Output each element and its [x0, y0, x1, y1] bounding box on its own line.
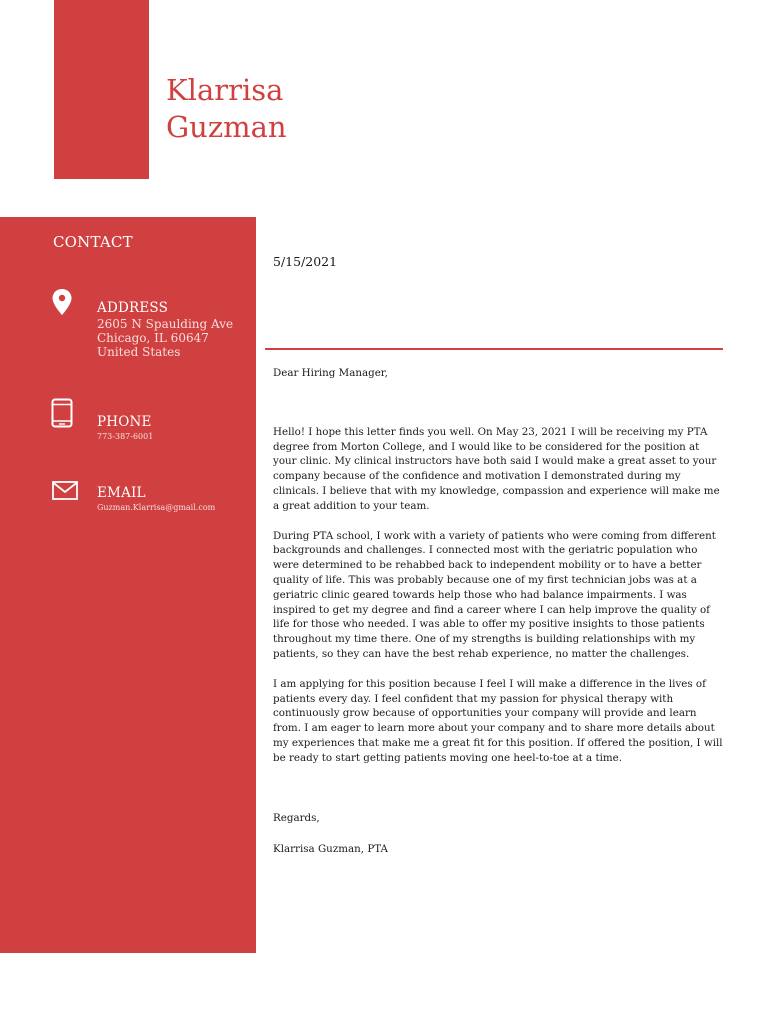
address-line1: 2605 N Spaulding Ave — [97, 317, 234, 331]
closing: Regards, — [273, 811, 320, 824]
paragraph-3: I am applying for this position because I feel I will make a difference in the lives of patients every day. I feel confident that my passion for physical therapy with continuously grow because of opportunities your company will provide and learn from. I am eager to learn more about your company and to share more details about my experiences that make me a great fit for this position. If offered the position, I will be ready to start getting patients moving one heel-to-toe at a time. — [273, 677, 723, 764]
contact-sidebar — [0, 217, 256, 953]
address-label: ADDRESS — [97, 300, 169, 316]
letter-body — [273, 366, 725, 857]
signature: Klarrisa Guzman, PTA — [273, 843, 388, 856]
paragraph-1: Hello! I hope this letter finds you well. On May 23, 2021 I will be receiving my PTA degree from Morton College, and I would like to be considered for the position at your clinic. My clinical instructors have both said I would make a great asset to your company because of the confidence and motivation I demonstrated during my clinicals. I believe that with my knowledge, compassion and experience will make me a great addition to your team. — [273, 425, 720, 512]
email-label: EMAIL — [97, 485, 146, 501]
last-name: Guzman — [166, 110, 287, 144]
divider-rule — [265, 348, 723, 350]
phone-icon — [51, 398, 73, 428]
phone-value[interactable]: 773-387-6001 — [97, 432, 154, 441]
email-value[interactable]: Guzman.Klarrisa@gmail.com — [97, 503, 216, 512]
phone-label: PHONE — [97, 414, 152, 430]
salutation: Dear Hiring Manager, — [273, 367, 388, 379]
first-name: Klarrisa — [166, 73, 284, 107]
contact-heading: CONTACT — [53, 233, 133, 251]
address-line3: United States — [97, 345, 181, 359]
applicant-name — [166, 72, 287, 146]
map-pin-icon — [52, 289, 72, 315]
address-value — [97, 317, 233, 359]
name-accent-block — [54, 0, 149, 179]
letter-date: 5/15/2021 — [273, 254, 338, 269]
paragraph-2: During PTA school, I work with a variety of patients who were coming from different backgrounds and challenges. I connected most with the geriatric population who were determined to be rehabbed back to independent mobility or to have a better quality of life. This was probably because one of my first technician jobs was at a geriatric clinic geared towards help those who had balance impairments. I was inspired to get my degree and find a career where I can help improve the quality of life for those who needed. I was able to offer my positive insights to those patients throughout my time there. One of my strengths is building relationships with my patients, so they can have the best rehab experience, no matter the challenges. — [273, 529, 716, 660]
envelope-icon — [52, 481, 78, 500]
address-line2: Chicago, IL 60647 — [97, 331, 209, 345]
